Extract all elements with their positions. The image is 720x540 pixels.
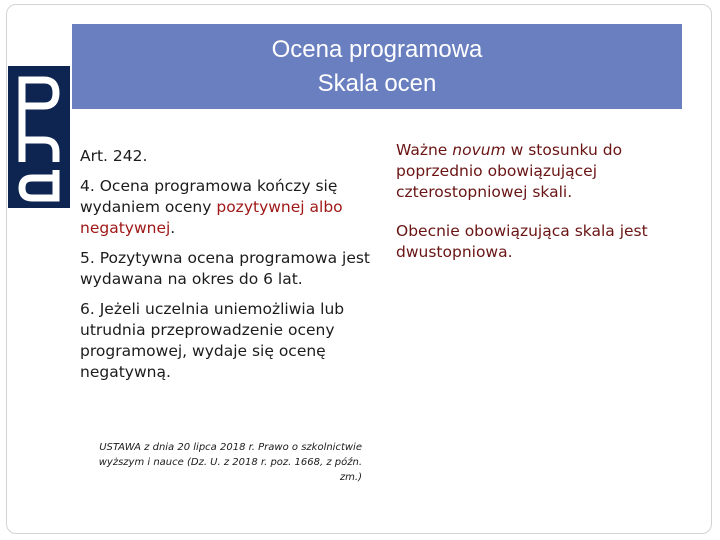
note-novum-a: Ważne	[396, 141, 453, 159]
note-novum-italic: novum	[452, 141, 506, 159]
source-citation: USTAWA z dnia 20 lipca 2018 r. Prawo o szkolnictwie wyższym i nauce (Dz. U. z 2018 r. poz. 1668, z późn. zm.)	[98, 442, 362, 483]
title-line-1: Ocena programowa	[271, 35, 483, 63]
title-line-2: Skala ocen	[317, 69, 437, 97]
note-current-scale: Obecnie obowiązująca skala jest dwustopniowa.	[396, 222, 648, 261]
article-text	[80, 146, 370, 392]
paragraph-4-start: 4. Ocena programowa kończy się wydaniem oceny	[80, 177, 338, 216]
paragraph-4-end: .	[170, 219, 176, 237]
pka-logo-icon	[8, 66, 70, 208]
note-novum	[396, 140, 696, 203]
article-number: Art. 242.	[80, 147, 148, 165]
notes	[396, 140, 696, 281]
paragraph-5: 5. Pozytywna ocena programowa jest wydawana na okres do 6 lat.	[80, 249, 371, 288]
paragraph-4	[80, 176, 370, 239]
paragraph-4-highlight: pozytywnej albo negatywnej	[80, 198, 343, 237]
title-bar	[72, 24, 682, 109]
paragraph-6: 6. Jeżeli uczelnia uniemożliwia lub utrudnia przeprowadzenie oceny programowej, wydaje się ocenę negatywną.	[80, 300, 345, 381]
note-novum-b: w stosunku do poprzednio obowiązującej czterostopniowej skali.	[396, 141, 623, 201]
